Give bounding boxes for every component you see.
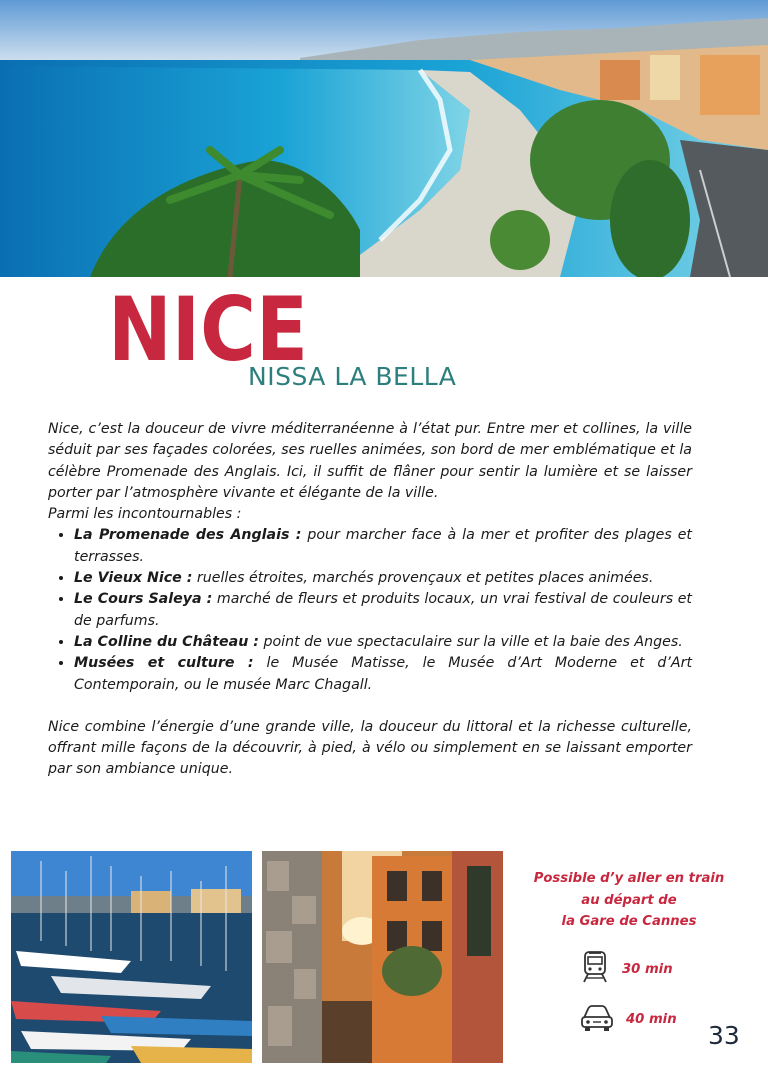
car-icon <box>580 1000 614 1038</box>
highlight-text: pour marcher face à la mer et profiter des plages et terrasses. <box>74 527 692 565</box>
highlight-name: Le Vieux Nice : <box>74 570 193 587</box>
list-item <box>74 632 692 653</box>
highlight-name: La Promenade des Anglais : <box>74 527 302 544</box>
access-info <box>522 868 736 933</box>
subtitle: NISSA LA BELLA <box>248 362 457 391</box>
highlight-name: Le Cours Saleya : <box>74 591 213 608</box>
body-text <box>48 419 692 781</box>
list-item <box>74 568 692 589</box>
car-duration <box>580 1002 677 1036</box>
list-item <box>74 525 692 568</box>
highlight-text: ruelles étroites, marchés provençaux et petites places animées. <box>192 570 654 587</box>
access-line-1: Possible d’y aller en train <box>533 871 725 886</box>
port-photo <box>11 851 252 1063</box>
car-time: 40 min <box>626 1011 677 1027</box>
highlight-name: Musées et culture : <box>74 655 254 672</box>
highlight-text: le Musée Matisse, le Musée d’Art Moderne et d’Art Contemporain, ou le musée Marc Chagall. <box>74 655 693 693</box>
train-icon <box>580 950 610 988</box>
list-intro: Parmi les incontournables : <box>48 506 242 523</box>
train-time: 30 min <box>622 961 673 977</box>
page-title <box>108 288 318 370</box>
list-item <box>74 653 692 696</box>
intro-paragraph: Nice, c’est la douceur de vivre méditerranéenne à l’état pur. Entre mer et collines, la ville séduit par ses façades colorées, ses ruelles animées, son bord de mer emblématique et la célèbre Promenade des Anglais. Ici, il suffit de flâner pour sentir la lumière et se laisser porter par l’atmosphère vivante et élégante de la ville. <box>48 421 692 501</box>
highlight-name: La Colline du Château : <box>74 633 259 650</box>
old-town-photo <box>262 851 503 1063</box>
highlight-text: point de vue spectaculaire sur la ville et la baie des Anges. <box>258 633 683 650</box>
train-duration <box>580 952 673 986</box>
highlight-text: marché de fleurs et produits locaux, un vrai festival de couleurs et de parfums. <box>74 591 692 629</box>
list-item <box>74 589 692 632</box>
hero-photo <box>0 0 768 277</box>
highlights-list <box>48 525 692 695</box>
access-line-2: au départ de <box>581 892 677 908</box>
page-number: 33 <box>708 1021 740 1050</box>
access-line-3: la Gare de Cannes <box>561 914 697 929</box>
conclusion-paragraph: Nice combine l’énergie d’une grande ville, la douceur du littoral et la richesse culturelle, offrant mille façons de la découvrir, à pied, à vélo ou simplement en se laissant emporter par son ambiance unique. <box>48 718 692 778</box>
title-text: NICE <box>108 288 308 370</box>
